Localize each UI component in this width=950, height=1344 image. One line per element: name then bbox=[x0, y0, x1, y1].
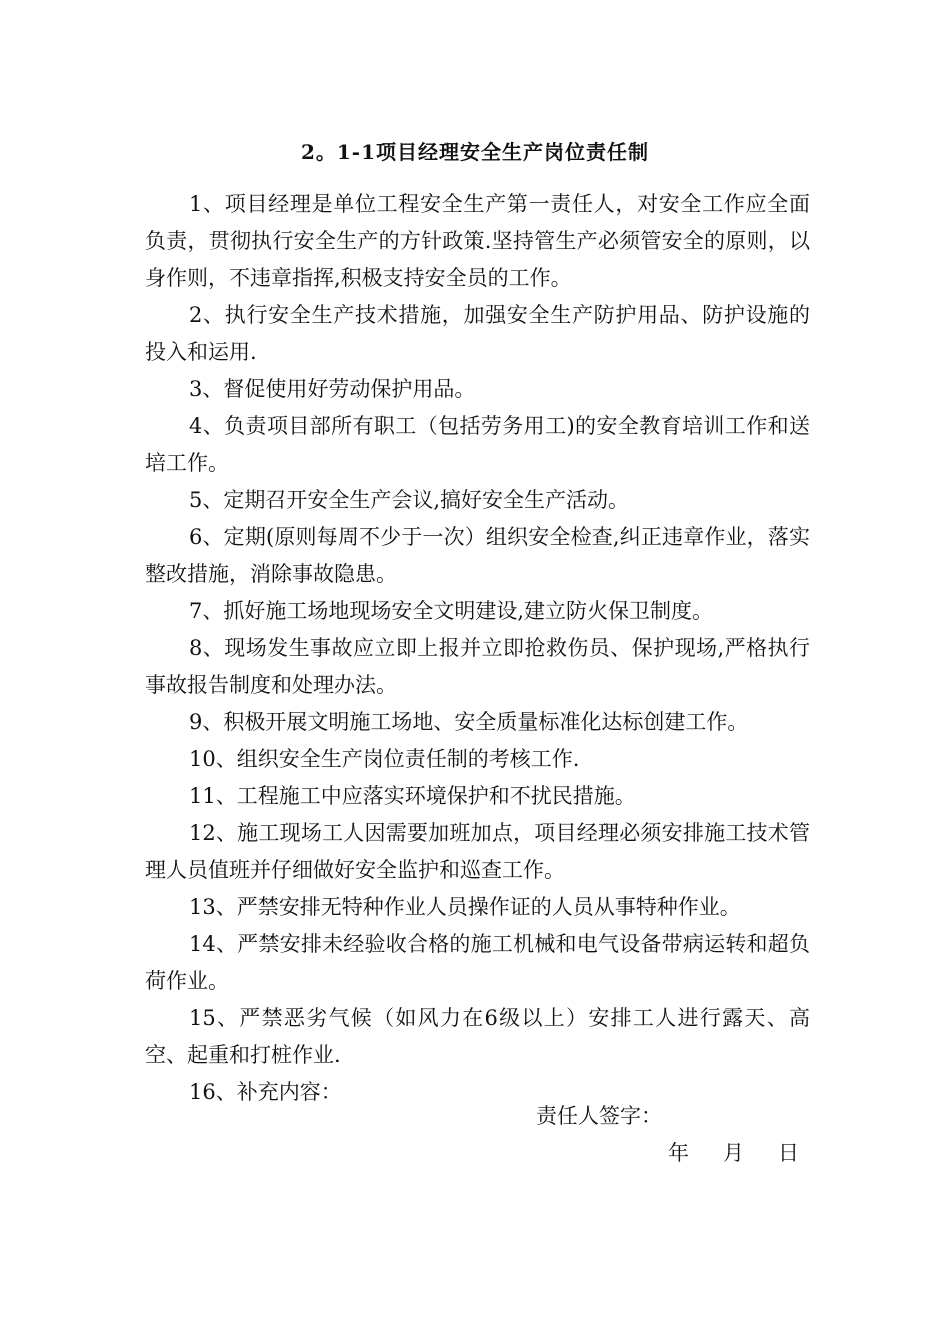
clause-12: 12、施工现场工人因需要加班加点，项目经理必须安排施工技术管理人员值班并仔细做好安全监护和巡查工作。 bbox=[145, 821, 810, 882]
date-month-label: 月 bbox=[723, 1141, 744, 1165]
date-day-label: 日 bbox=[778, 1141, 799, 1165]
clause-4: 4、负责项目部所有职工（包括劳务用工)的安全教育培训工作和送培工作。 bbox=[145, 414, 810, 475]
clause-6: 6、定期(原则每周不少于一次）组织安全检查,纠正违章作业，落实整改措施，消除事故隐患。 bbox=[145, 525, 810, 586]
clause-5: 5、定期召开安全生产会议,搞好安全生产活动。 bbox=[189, 488, 630, 512]
clause-9: 9、积极开展文明施工场地、安全质量标准化达标创建工作。 bbox=[189, 710, 749, 734]
document-body bbox=[145, 186, 810, 1111]
clause-11: 11、工程施工中应落实环境保护和不扰民措施。 bbox=[189, 784, 636, 808]
clause-3: 3、督促使用好劳动保护用品。 bbox=[189, 377, 476, 401]
clause-8: 8、现场发生事故应立即上报并立即抢救伤员、保护现场,严格执行事故报告制度和处理办法。 bbox=[145, 636, 810, 697]
date-year-label: 年 bbox=[668, 1141, 689, 1165]
clause-2: 2、执行安全生产技术措施，加强安全生产防护用品、防护设施的投入和运用. bbox=[145, 303, 810, 364]
clause-15: 15、严禁恶劣气候（如风力在6级以上）安排工人进行露天、高空、起重和打桩作业. bbox=[145, 1006, 810, 1067]
clause-7: 7、抓好施工场地现场安全文明建设,建立防火保卫制度。 bbox=[189, 599, 714, 623]
clause-13: 13、严禁安排无特种作业人员操作证的人员从事特种作业。 bbox=[189, 895, 741, 919]
signature-label: 责任人签字： bbox=[536, 1104, 662, 1128]
document-title: 2。1-1项目经理安全生产岗位责任制 bbox=[300, 140, 650, 164]
signature-date bbox=[668, 1135, 799, 1172]
clause-16-supplement: 16、补充内容： bbox=[189, 1080, 342, 1104]
clause-10: 10、组织安全生产岗位责任制的考核工作. bbox=[189, 747, 580, 771]
clause-14: 14、严禁安排未经验收合格的施工机械和电气设备带病运转和超负荷作业。 bbox=[145, 932, 810, 993]
clause-1: 1、项目经理是单位工程安全生产第一责任人，对安全工作应全面负责，贯彻执行安全生产的方针政策.坚持管生产必须管安全的原则，以身作则，不违章指挥,积极支持安全员的工作。 bbox=[145, 192, 810, 290]
